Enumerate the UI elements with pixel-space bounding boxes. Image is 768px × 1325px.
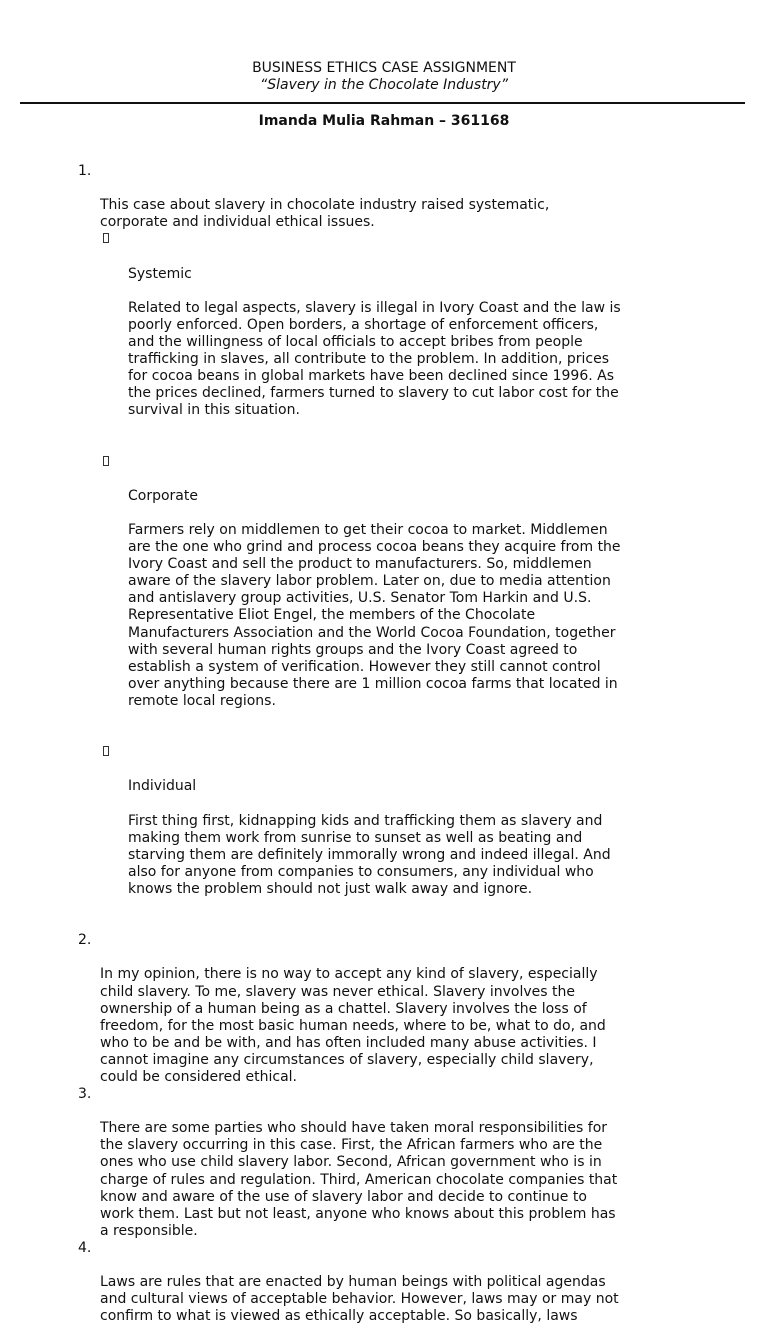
list-item <box>78 1240 698 1325</box>
item-text: There are some parties who should have taken moral responsibilities for the slavery occurring in this case. First, the African farmers who are the ones who use child slavery labor. Second, African government who is in charge of rules and regulation. Third, American chocolate companies that know and aware of the use of slavery labor and decide to continue to work them. Last but not least, anyone who knows about this problem has a responsible. <box>100 1120 618 1239</box>
sub-list-item <box>100 744 698 915</box>
sub-list-item <box>100 454 698 728</box>
bullet-icon <box>103 233 109 243</box>
item-number: 1. <box>78 163 92 179</box>
bullet-icon <box>103 746 109 756</box>
list-item <box>78 1086 698 1240</box>
sub-item-text: Related to legal aspects, slavery is illegal in Ivory Coast and the law is poorly enforced. Open borders, a shortage of enforcement officers, and the willingness of local officials to accept bribes from people trafficking in slaves, all contribute to the problem. In addition, prices for cocoa beans in global markets have been declined since 1996. As the prices declined, farmers turned to slavery to cut labor cost for the survival in this situation. <box>128 299 621 419</box>
sub-item-text: Farmers rely on middlemen to get their cocoa to market. Middlemen are the one who grind and process cocoa beans they acquire from the Ivory Coast and sell the product to manufacturers. So, middlemen aware of the slavery labor problem. Later on, due to media attention and antislavery group activities, U.S. Senator Tom Harkin and U.S. Representative Eliot Engel, the members of the Chocolate Manufacturers Association and the World Cocoa Foundation, together with several human rights groups and the Ivory Coast agreed to establish a system of verification. However they still cannot control over anything because there are 1 million cocoa farms that located in remote local regions. <box>128 521 621 709</box>
item-text: Laws are rules that are enacted by human beings with political agendas and cultural views of acceptable behavior. However, laws may or may not confirm to what is viewed as ethically acceptable. So basically, laws <box>100 1274 619 1325</box>
list-item <box>78 932 698 1086</box>
bullet-icon <box>103 456 109 466</box>
list-item <box>78 163 698 932</box>
author-line: Imanda Mulia Rahman – 361168 <box>258 113 510 129</box>
item-text: In my opinion, there is no way to accept any kind of slavery, especially child slavery. To me, slavery was never ethical. Slavery involves the ownership of a human being as a chattel. Slavery involves the loss of freedom, for the most basic human needs, where to be, what to do, and who to be and be with, and has often included many abuse activities. I cannot imagine any circumstances of slavery, especially child slavery, could be considered ethical. <box>100 966 606 1085</box>
item-number: 4. <box>78 1239 92 1256</box>
item-number: 3. <box>78 1086 92 1103</box>
sub-list-item <box>100 231 698 436</box>
sub-item-label: Individual <box>128 778 197 795</box>
document-subtitle: “Slavery in the Chocolate Industry” <box>260 77 508 93</box>
sub-item-text: First thing first, kidnapping kids and trafficking them as slavery and making them work from sunrise to sunset as well as beating and starving them are definitely immorally wrong and indeed illegal. And also for anyone from companies to consumers, any individual who knows the problem should not just walk away and ignore. <box>128 812 611 897</box>
header-divider <box>20 102 745 104</box>
answer-list <box>78 163 698 1325</box>
sub-item-label: Corporate <box>128 487 198 504</box>
document-title: BUSINESS ETHICS CASE ASSIGNMENT <box>252 60 516 76</box>
item-number: 2. <box>78 932 92 949</box>
sub-item-label: Systemic <box>128 265 192 282</box>
item-text: This case about slavery in chocolate industry raised systematic, corporate and individual ethical issues. <box>100 197 550 231</box>
